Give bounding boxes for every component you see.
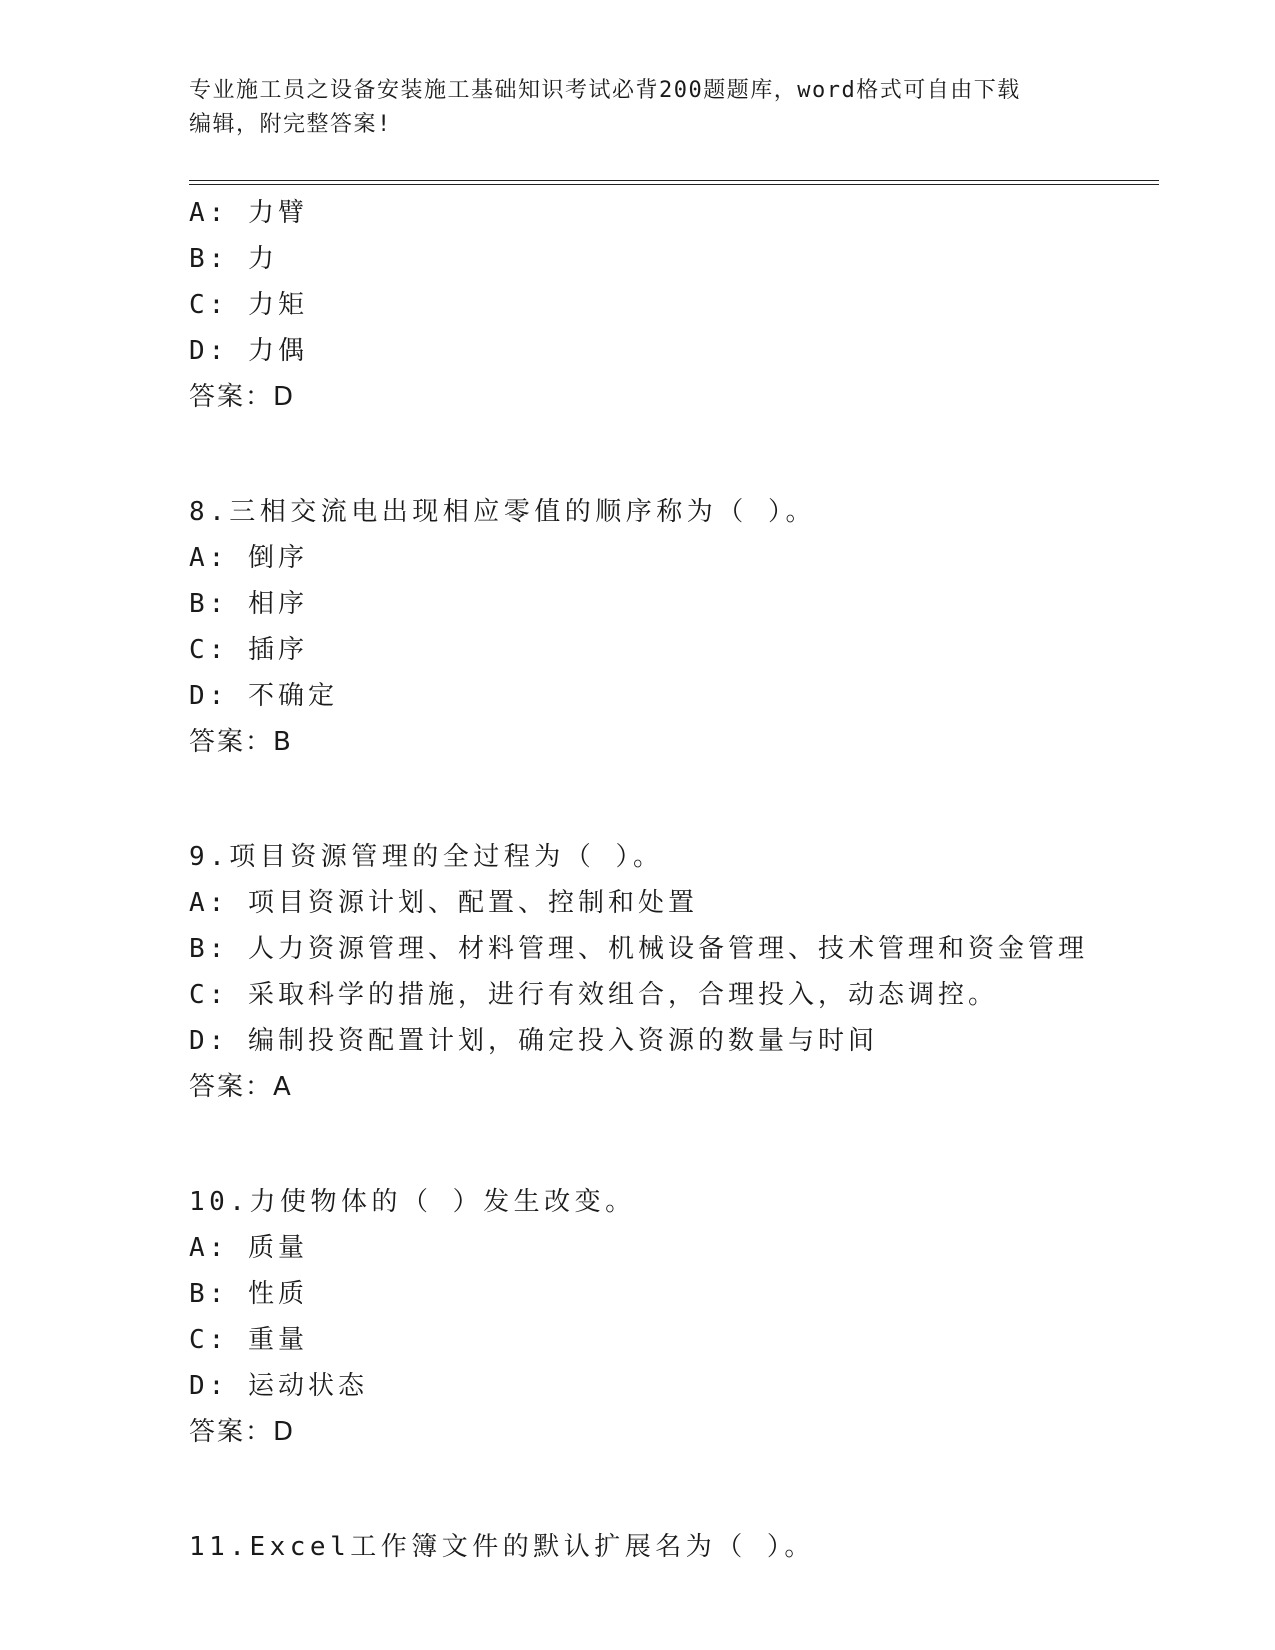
question-7: [189, 190, 1149, 420]
question-8: [189, 489, 1149, 765]
option-b: B: 相序: [189, 589, 308, 619]
document-body: [189, 190, 1149, 1570]
option-d: D: 力偶: [189, 336, 308, 366]
document-header: [189, 74, 1089, 142]
question-9: [189, 834, 1149, 1110]
answer: 答案：D: [189, 1417, 296, 1447]
answer: 答案：B: [189, 727, 293, 757]
option-a: A: 倒序: [189, 543, 308, 573]
header-rule-top: [189, 180, 1159, 181]
option-b: B: 力: [189, 244, 278, 274]
option-c: C: 插序: [189, 635, 308, 665]
option-c: C: 采取科学的措施，进行有效组合，合理投入，动态调控。: [189, 980, 998, 1010]
option-a: A: 力臂: [189, 198, 308, 228]
option-b: B: 人力资源管理、材料管理、机械设备管理、技术管理和资金管理: [189, 934, 1088, 964]
option-c: C: 重量: [189, 1325, 308, 1355]
question-11: [189, 1524, 1149, 1570]
question-text: 10.力使物体的（ ）发生改变。: [189, 1187, 636, 1217]
question-text: 11.Excel工作簿文件的默认扩展名为（ ）。: [189, 1532, 815, 1562]
option-a: A: 质量: [189, 1233, 308, 1263]
option-d: D: 编制投资配置计划，确定投入资源的数量与时间: [189, 1026, 878, 1056]
question-10: [189, 1179, 1149, 1455]
option-a: A: 项目资源计划、配置、控制和处置: [189, 888, 698, 918]
question-text: 9.项目资源管理的全过程为（ ）。: [189, 842, 664, 872]
option-d: D: 不确定: [189, 681, 338, 711]
option-d: D: 运动状态: [189, 1371, 368, 1401]
header-rule-bottom: [189, 184, 1159, 185]
option-b: B: 性质: [189, 1279, 308, 1309]
question-text: 8.三相交流电出现相应零值的顺序称为（ ）。: [189, 497, 816, 527]
header-line-2: 编辑，附完整答案!: [189, 112, 392, 137]
option-c: C: 力矩: [189, 290, 308, 320]
header-line-1: 专业施工员之设备安装施工基础知识考试必背200题题库，word格式可自由下载: [189, 78, 1021, 103]
answer: 答案：D: [189, 382, 296, 412]
answer: 答案：A: [189, 1072, 293, 1102]
